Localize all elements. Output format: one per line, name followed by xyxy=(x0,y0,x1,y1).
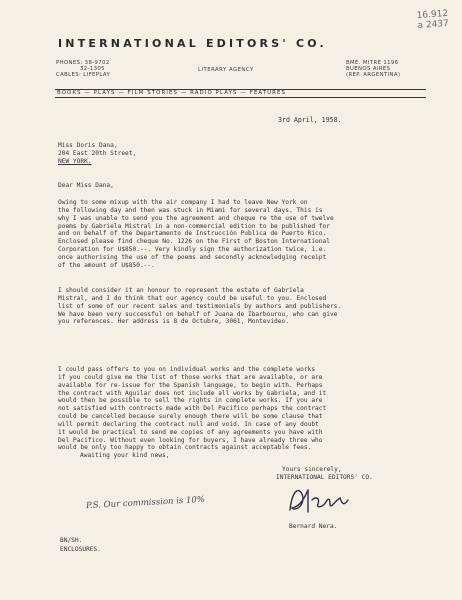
letterhead-agency-label: LITERARY AGENCY xyxy=(198,67,254,73)
text-line: I could pass offers to you on individual works and the complete works xyxy=(58,366,316,373)
text-line: of the amount of U$850.--. xyxy=(58,261,155,269)
letterhead-contact xyxy=(56,60,110,79)
handwritten-signature xyxy=(282,480,352,526)
recipient-street: 204 East 20th Street, xyxy=(58,149,137,157)
text-line: it would be practical to send me copies of any agreements you have with xyxy=(58,428,323,436)
text-line: could be cancelled because surely enough there will be some clause that xyxy=(58,413,323,421)
text-line: poems by Gabriela Mistral in a non-commercial edition to be published for xyxy=(58,222,330,230)
address-country: (REP. ARGENTINA) xyxy=(346,72,401,79)
text-line: not satisfied with contracts made with Del Pacifico perhaps the contract xyxy=(58,405,327,413)
signature-icon xyxy=(282,480,352,522)
recipient-city: NEW YORK. xyxy=(58,157,92,165)
paragraph-3 xyxy=(58,366,326,452)
text-line: why I was unable to send you the agreement and cheque re the use of twelve xyxy=(58,214,334,222)
letterhead-categories: BOOKS — PLAYS — FILM STORIES — RADIO PLAYS — FEATURES xyxy=(57,90,287,96)
recipient-name: Miss Doris Dana, xyxy=(58,142,118,149)
text-line: list of some of our recent sales and testimonials by authors and publishers. xyxy=(58,302,342,310)
signer-name: Bernard Nera. xyxy=(289,523,338,530)
text-line: if you could give me the list of those works that are available, or are xyxy=(58,373,323,381)
salutation: Dear Miss Dana, xyxy=(58,182,114,189)
text-line: the following day and then was stuck in Miami for several days. This is xyxy=(58,206,323,214)
phones-line-1: PHONES: 38-9702 xyxy=(56,60,110,66)
letter-date: 3rd April, 1958. xyxy=(278,116,342,124)
cables-line: CABLES: LIFEPLAY xyxy=(56,72,111,79)
letterhead-rule-bottom xyxy=(55,97,426,98)
signoff-company: INTERNATIONAL EDITORS' CO. xyxy=(276,473,373,481)
text-line: and on behalf of the Departamento de Instrucción Publica de Puerto Rico. xyxy=(58,230,327,238)
address-city: BUENOS AIRES xyxy=(346,66,391,73)
text-line: would be only too happy to obtain contracts against acceptable fees. xyxy=(58,444,312,452)
handwritten-postscript: P.S. Our commission is 10% xyxy=(85,494,206,512)
text-line: Owing to some mixup with the air company I had to leave New York on xyxy=(58,199,308,206)
text-line: We have been very successful on behalf of Juana de Ibarbourou, who can give xyxy=(58,310,338,318)
text-line: available for re-issue for the Spanish language, to begin with. Perhaps xyxy=(58,381,323,389)
phones-line-2: 32-1305 xyxy=(80,66,105,73)
text-line: the contract with Aguilar does not include all works by Gabriela, and it xyxy=(58,389,327,397)
reference-initials: BN/SH. xyxy=(60,537,83,544)
letterhead-address xyxy=(346,60,400,79)
text-line: Enclosed please find cheque No. 1226 on the First of Boston International xyxy=(58,238,330,246)
signoff-greeting: Yours sincerely, xyxy=(282,466,342,473)
closing-line: Awaiting your kind news, xyxy=(80,452,170,459)
paragraph-2 xyxy=(58,287,341,326)
text-line: would then be possible to sell the rights in complete works. If you are xyxy=(58,397,323,405)
text-line: will permit declaring the contract null and void. In case of any doubt xyxy=(58,420,319,428)
text-line: Del Pacifico. Without even looking for buyers, I have already three who xyxy=(58,436,323,444)
text-line: Mistral, and I do think that our agency could be useful to you. Enclosed xyxy=(58,294,327,302)
archive-code: a 2437 xyxy=(416,18,449,32)
paragraph-1 xyxy=(58,199,334,270)
pencil-archive-note xyxy=(416,9,449,31)
text-line: I should consider it an honour to represent the estate of Gabriela xyxy=(58,287,304,294)
recipient-address xyxy=(58,142,136,166)
text-line: you references. Her address is 8 de Octubre, 3061, Montevideo. xyxy=(58,318,289,326)
address-street: BME. MITRE 1196 xyxy=(346,60,399,66)
text-line: Corporation for U$850.--. Very kindly sign the authorization twice, i.e. xyxy=(58,246,327,254)
letterhead-company-name: INTERNATIONAL EDITORS' CO. xyxy=(58,37,327,50)
text-line: once authorising the use of the poems and secondly acknowledging receipt xyxy=(58,253,327,261)
archive-number: 16.912 xyxy=(415,8,448,22)
enclosures-note: ENCLOSURES. xyxy=(60,546,101,553)
